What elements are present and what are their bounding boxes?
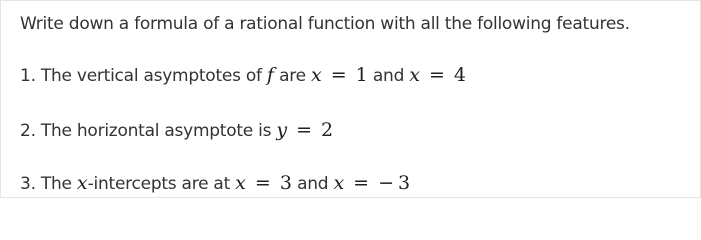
math-value: 3 <box>398 172 411 194</box>
item-text: are <box>279 66 306 86</box>
math-value: 2 <box>321 119 334 141</box>
item-number: 2. <box>20 121 36 141</box>
item-text: -intercepts are at <box>87 174 231 194</box>
math-variable-x: x <box>311 64 322 86</box>
math-equals: = <box>330 64 347 86</box>
math-variable-x: x <box>333 172 345 194</box>
math-value: 1 <box>355 64 368 86</box>
item-text: The horizontal asymptote is <box>40 121 272 141</box>
math-function-variable: f <box>266 64 274 86</box>
feature-item-3 <box>20 171 410 196</box>
math-equals: = <box>296 119 313 141</box>
math-variable-x: x <box>235 172 246 194</box>
feature-item-2 <box>20 118 333 143</box>
math-value: 4 <box>453 64 467 86</box>
math-minus-sign: − <box>378 172 395 194</box>
math-equals: = <box>254 172 271 194</box>
math-variable-x: x <box>409 64 420 86</box>
feature-item-1 <box>20 63 466 88</box>
math-value: 3 <box>279 172 292 194</box>
math-equals: = <box>429 64 445 86</box>
item-text: and <box>372 66 405 86</box>
item-number: 1. <box>20 66 36 86</box>
item-text: and <box>297 174 329 194</box>
math-variable-x: x <box>76 172 88 194</box>
item-text: The vertical asymptotes of <box>40 66 262 86</box>
math-equals: = <box>353 172 370 194</box>
item-text: The <box>40 174 72 194</box>
problem-prompt: Write down a formula of a rational function with all the following features. <box>20 14 630 34</box>
item-number: 3. <box>20 174 36 194</box>
math-variable-y: y <box>276 119 288 141</box>
